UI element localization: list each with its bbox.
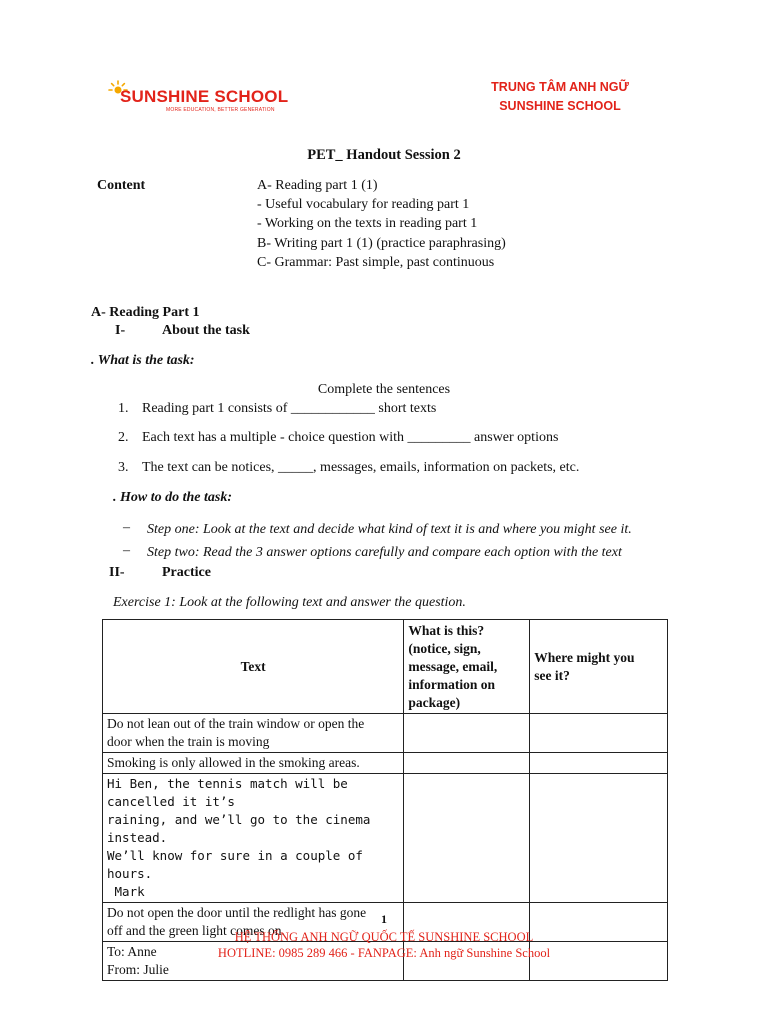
step-one-lead: Step one [147,522,195,537]
answer-cell-what[interactable] [404,714,530,753]
header-where-line: Where might you [534,649,635,665]
row-line: To: Anne [107,944,157,959]
step-one [147,520,632,539]
header-center-line1: TRUNG TÂM ANH NGỮ [491,80,629,94]
answer-cell-where[interactable] [530,753,668,774]
section-a-heading: A- Reading Part 1 [91,305,200,320]
header-what-line: What is this? [408,623,485,638]
header-where [530,620,668,714]
row-line: Do not lean out of the train window or open the [107,716,365,731]
row-text [103,774,404,903]
practice-title: Practice [162,565,211,580]
row-line: Smoking is only allowed in the smoking areas. [107,755,360,770]
item-text: Each text has a multiple - choice question with _________ answer options [142,430,559,445]
row-line: raining, and we’ll go to the cinema instead. [107,812,371,845]
row-line: off and the green light comes on. [107,923,285,938]
complete-sentences-label: Complete the sentences [317,382,451,397]
page-title: PET_ Handout Session 2 [307,147,461,163]
answer-cell-where[interactable] [530,774,668,903]
header-where-line: see it? [534,667,570,683]
what-is-task-heading: . What is the task: [91,353,195,368]
row-line: Hi Ben, the tennis match will be cancelled it it’s [107,776,348,809]
item-text: The text can be notices, _____, messages, emails, information on packets, etc. [142,460,580,475]
header-what-line: information on [408,677,496,692]
header-what-line: (notice, sign, [408,641,481,656]
footer-line1: HỆ THỐNG ANH NGỮ QUỐC TẾ SUNSHINE SCHOOL [234,930,534,944]
content-line: - Working on the texts in reading part 1 [257,216,478,232]
row-line: Mark [107,884,145,899]
step-dash: – [123,520,130,535]
item-number: 3. [118,460,129,475]
step-dash: – [123,543,130,558]
header-what-line: package) [408,695,461,710]
step-two: Step two: Read the 3 answer options carefully and compare each option with the text [147,545,622,560]
header-what-line: message, email, [408,659,498,674]
row-line: Do not open the door until the redlight has gone [107,905,367,920]
exercise-instruction: Exercise 1: Look at the following text and answer the question. [113,595,466,610]
section-a-sub-number: I- [115,323,126,338]
header-center-line2: SUNSHINE SCHOOL [499,99,621,113]
answer-cell-where[interactable] [530,714,668,753]
how-to-task-heading: . How to do the task: [113,490,233,505]
item-number: 1. [118,401,129,416]
content-label: Content [97,178,146,193]
table-row [103,774,668,903]
table-header-row [103,620,668,714]
content-line: B- Writing part 1 (1) (practice paraphrasing) [257,235,506,251]
step-one-text: : Look at the text and decide what kind of text it is and where you might see it. [194,522,632,537]
answer-cell-what[interactable] [404,753,530,774]
practice-number: II- [109,565,125,580]
row-text [103,714,404,753]
content-line: - Useful vocabulary for reading part 1 [257,197,470,213]
row-line: From: Julie [107,962,169,977]
table-row [103,714,668,753]
content-line: C- Grammar: Past simple, past continuous [257,254,495,270]
logo-name: SUNSHINE SCHOOL [120,87,289,106]
row-text [103,753,404,774]
content-line: A- Reading part 1 (1) [257,178,378,193]
school-logo [108,80,289,116]
section-a-sub-title: About the task [162,323,250,338]
header-what [404,620,530,714]
item-number: 2. [118,430,129,445]
page-number: 1 [381,912,387,926]
content-list [257,176,506,272]
row-line: We’ll know for sure in a couple of hours. [107,848,363,881]
row-line: door when the train is moving [107,734,270,749]
answer-cell-what[interactable] [404,774,530,903]
item-text: Reading part 1 consists of ____________ short texts [142,401,437,416]
footer-line2: HOTLINE: 0985 289 466 - FANPAGE: Anh ngữ Sunshine School [217,946,551,960]
logo-tagline: MORE EDUCATION, BETTER GENERATION [166,107,275,113]
header-text: Text [103,620,404,714]
table-row [103,753,668,774]
